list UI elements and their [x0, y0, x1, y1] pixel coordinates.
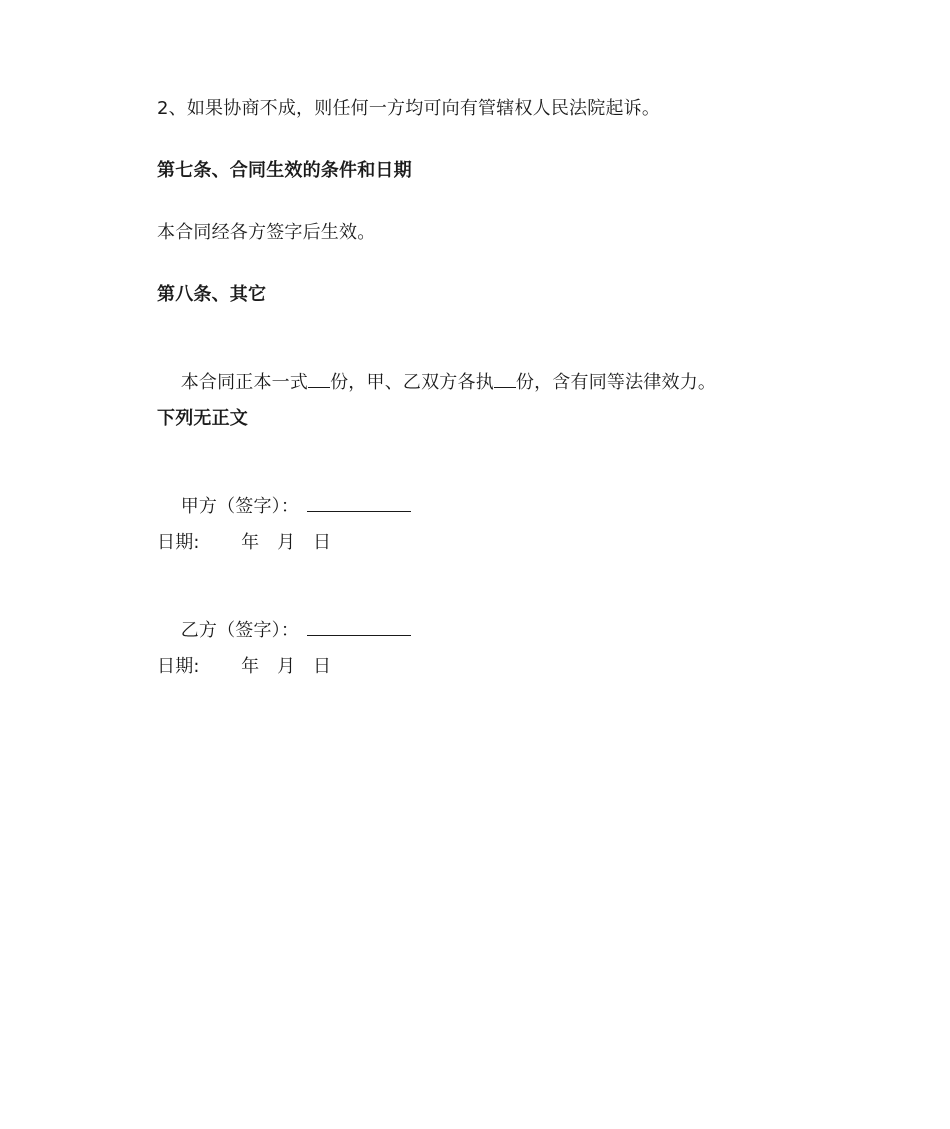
- party-b-signature-blank: [307, 617, 411, 636]
- party-a-signature-blank: [307, 493, 411, 512]
- party-b-date: 日期: 年 月 日: [157, 656, 332, 677]
- party-a-label: 甲方（签字）：: [180, 496, 300, 517]
- party-a-date: 日期: 年 月 日: [157, 532, 332, 553]
- article-8-text-part2: 份，甲、乙双方各执: [330, 372, 494, 393]
- copies-blank: [308, 369, 330, 388]
- party-b-label: 乙方（签字）：: [180, 620, 300, 641]
- article-7-heading: 第七条、合同生效的条件和日期: [157, 160, 412, 181]
- no-text-below: 下列无正文: [157, 408, 248, 429]
- clause-6-item-2: 2、如果协商不成，则任何一方均可向有管辖权人民法院起诉。: [157, 98, 661, 119]
- article-7-text: 本合同经各方签字后生效。: [157, 222, 376, 243]
- article-8-text-part3: 份，含有同等法律效力。: [515, 372, 717, 393]
- each-copies-blank: [494, 369, 516, 388]
- article-8-heading: 第八条、其它: [157, 284, 267, 305]
- article-8-text-part1: 本合同正本一式: [180, 372, 309, 393]
